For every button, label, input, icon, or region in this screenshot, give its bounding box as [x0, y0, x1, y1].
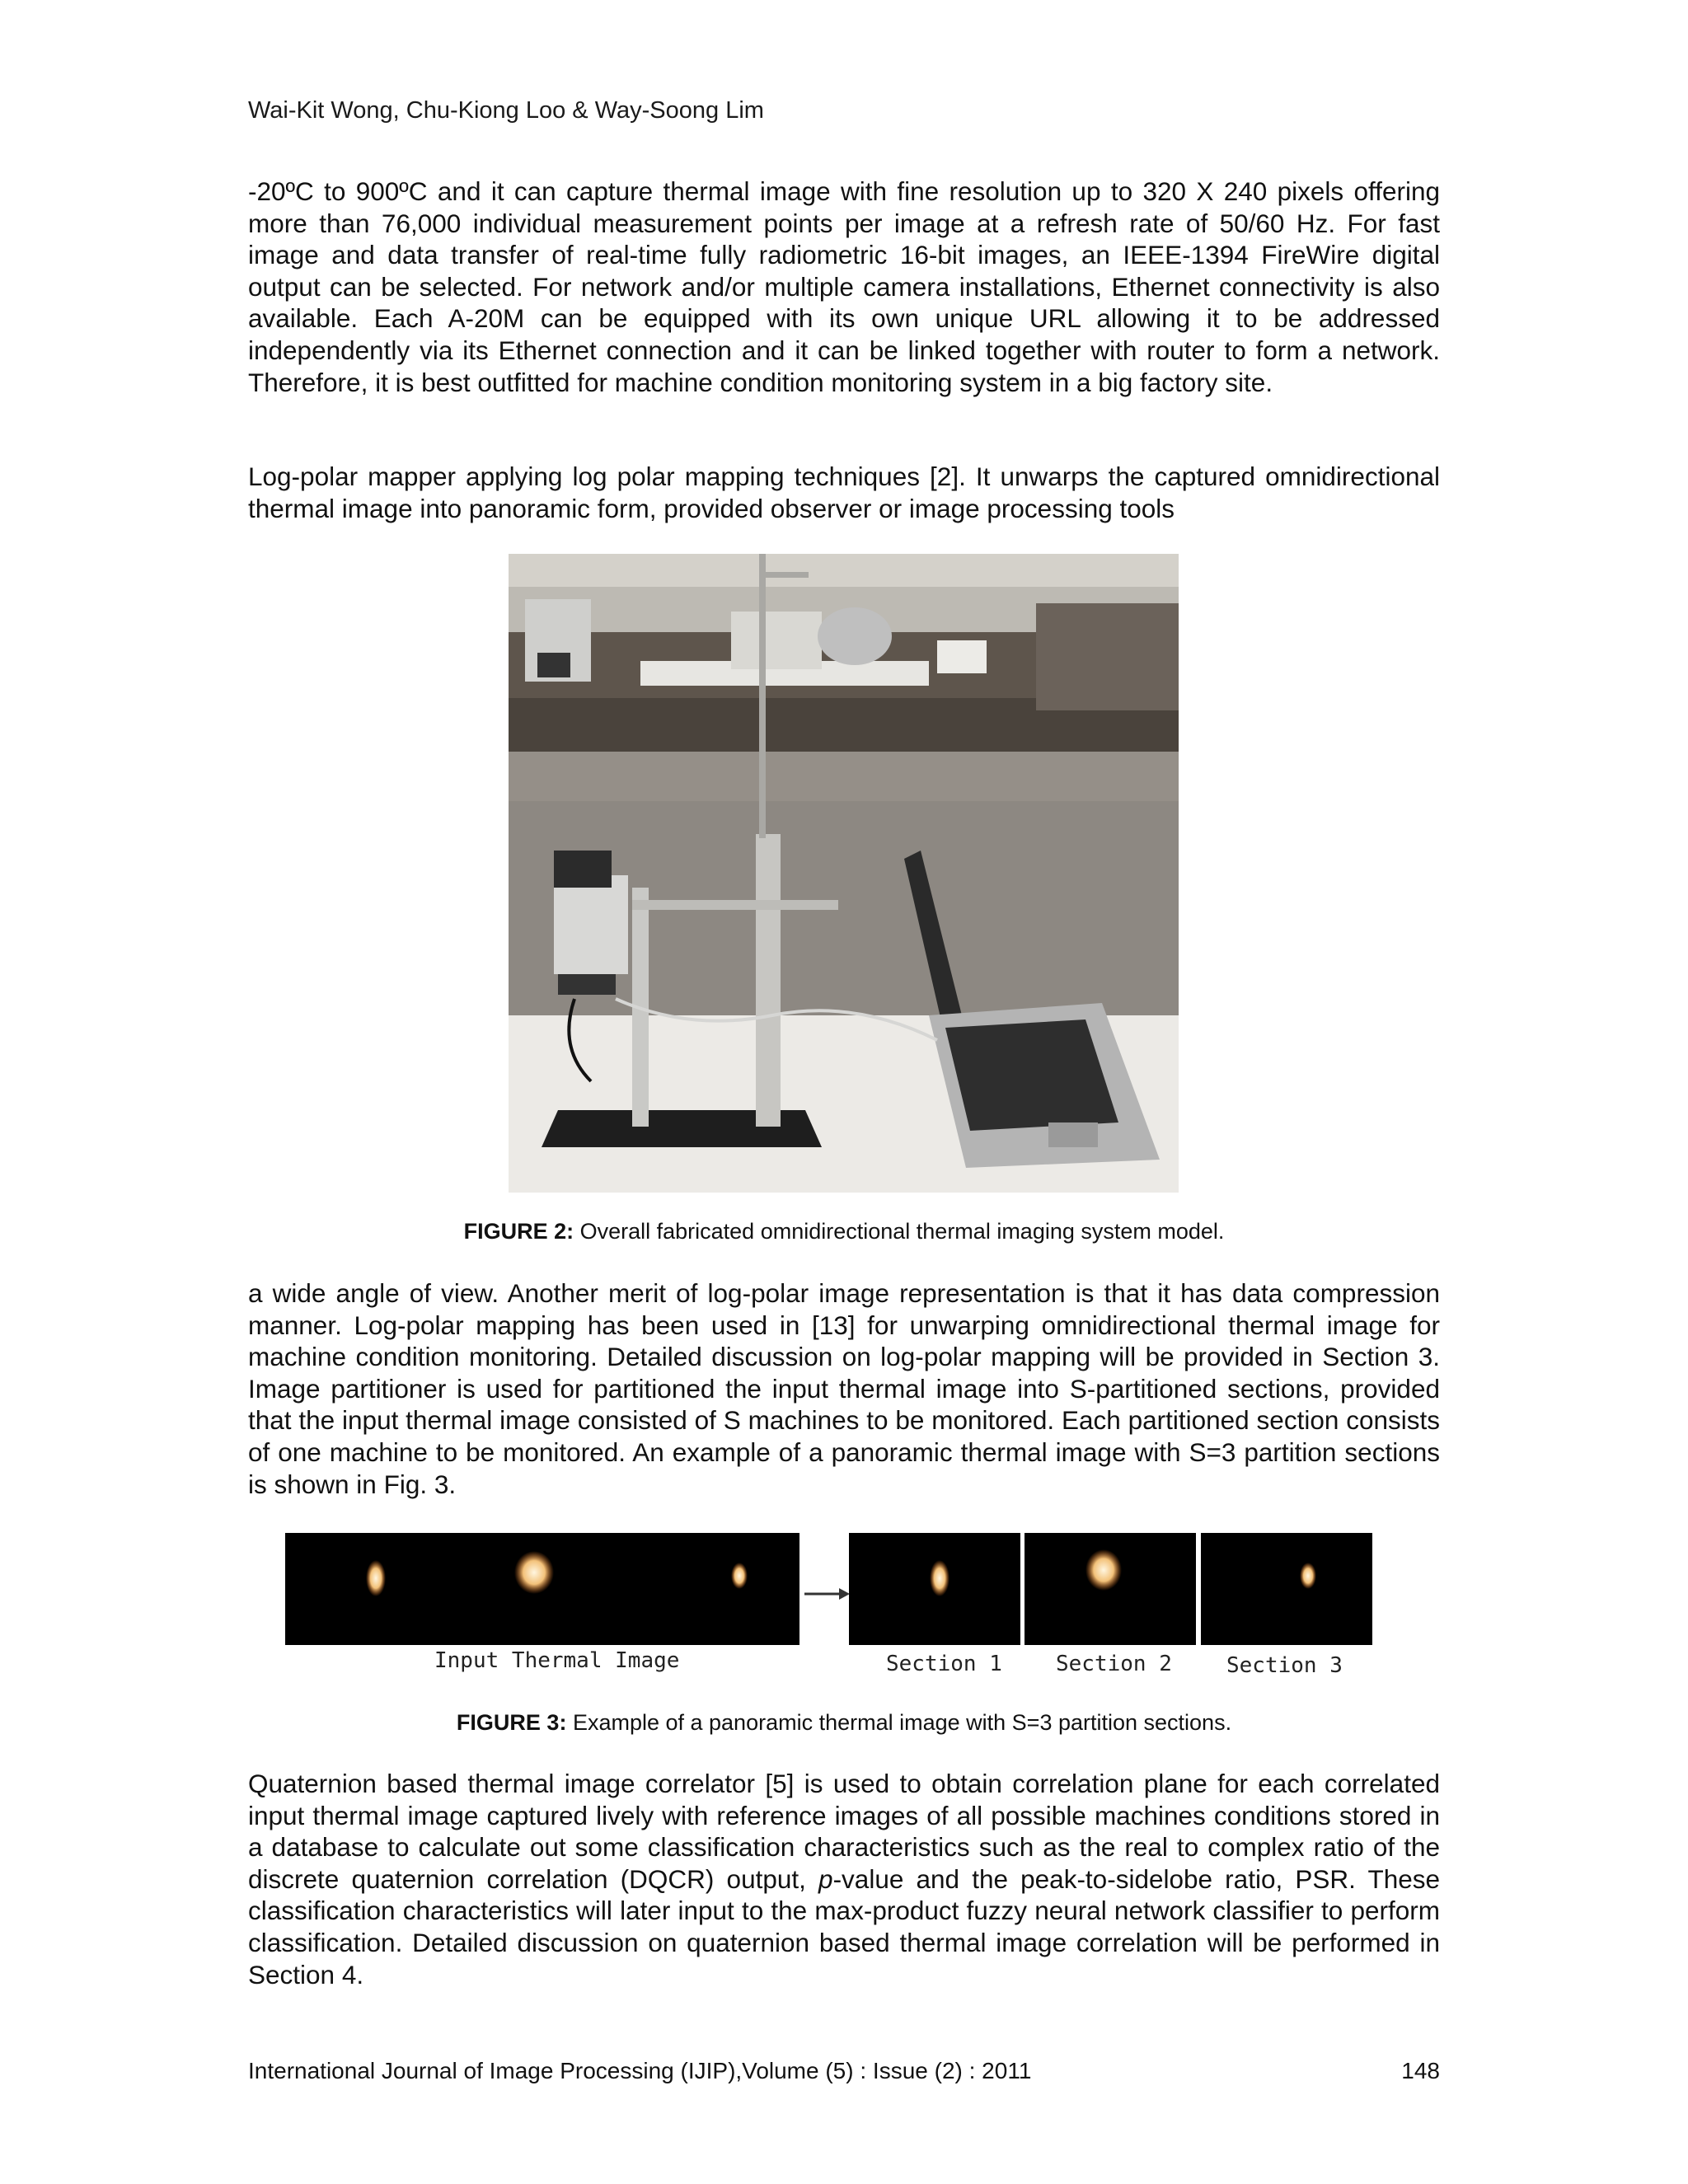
figure-3-caption-text: Example of a panoramic thermal image with S=3 partition sections.	[566, 1710, 1232, 1735]
section-3-image	[1201, 1533, 1372, 1645]
section-3-label: Section 3	[1226, 1653, 1343, 1678]
paragraph-4-part-1: Quaternion based thermal image correlator [5] is used to obtain correlation plane for each correlated input thermal image captured lively with reference images of all possible machines conditions stored in a database to calculate out some classification characteristics such as the real to complex ratio of the discrete quaternion correlation (DQCR) output,	[248, 1769, 1440, 1894]
figure-2-caption	[0, 1219, 1688, 1244]
paragraph-2: Log-polar mapper applying log polar mapping techniques [2]. It unwarps the captured omnidirectional thermal image into panoramic form, provided observer or image processing tools	[248, 462, 1440, 523]
figure-2-caption-text: Overall fabricated omnidirectional thermal imaging system model.	[574, 1219, 1225, 1244]
arrow-right-icon	[804, 1586, 850, 1602]
input-thermal-image	[285, 1533, 799, 1645]
paragraph-4	[248, 1768, 1440, 1990]
running-header: Wai-Kit Wong, Chu-Kiong Loo & Way-Soong Lim	[248, 97, 764, 124]
figure-2-photo	[509, 554, 1179, 1193]
paragraph-4-part-2: -value and the peak-to-sidelobe ratio, PSR. These classification characteristics will later input to the max-product fuzzy neural network classifier to perform classification. Detailed discussion on quaternion based thermal image correlation will be performed in Section 4.	[248, 1863, 1440, 1990]
figure-3-label: FIGURE 3:	[456, 1710, 567, 1735]
figure-2-label: FIGURE 2:	[463, 1219, 574, 1244]
section-2-image	[1025, 1533, 1196, 1645]
input-thermal-image-label: Input Thermal Image	[434, 1648, 680, 1673]
page-number: 148	[1401, 2058, 1440, 2083]
journal-footer: International Journal of Image Processing (IJIP),Volume (5) : Issue (2) : 2011	[248, 2058, 1032, 2083]
paragraph-1: -20ºC to 900ºC and it can capture thermal image with fine resolution up to 320 X 240 pixels offering more than 76,000 individual measurement points per image at a refresh rate of 50/60 Hz. For fast image and data transfer of real-time fully radiometric 16-bit images, an IEEE-1394 FireWire digital output can be selected. For network and/or multiple camera installations, Ethernet connectivity is also available. Each A-20M can be equipped with its own unique URL allowing it to be addressed independently via its Ethernet connection and it can be linked together with router to form a network. Therefore, it is best outfitted for machine condition monitoring system in a big factory site.	[248, 176, 1440, 397]
figure-3-caption	[0, 1710, 1688, 1736]
section-2-label: Section 2	[1056, 1652, 1172, 1676]
section-1-label: Section 1	[886, 1652, 1002, 1676]
paragraph-3: a wide angle of view. Another merit of log-polar image representation is that it has data compression manner. Log-polar mapping has been used in [13] for unwarping omnidirectional thermal image for machine condition monitoring. Detailed discussion on log-polar mapping will be provided in Section 3. Image partitioner is used for partitioned the input thermal image into S-partitioned sections, provided that the input thermal image consisted of S machines to be monitored. Each partitioned section consists of one machine to be monitored. An example of a panoramic thermal image with S=3 partition sections is shown in Fig. 3.	[248, 1278, 1440, 1499]
p-value-symbol: p	[818, 1863, 833, 1894]
figure-3	[284, 1533, 1376, 1681]
section-1-image	[849, 1533, 1020, 1645]
